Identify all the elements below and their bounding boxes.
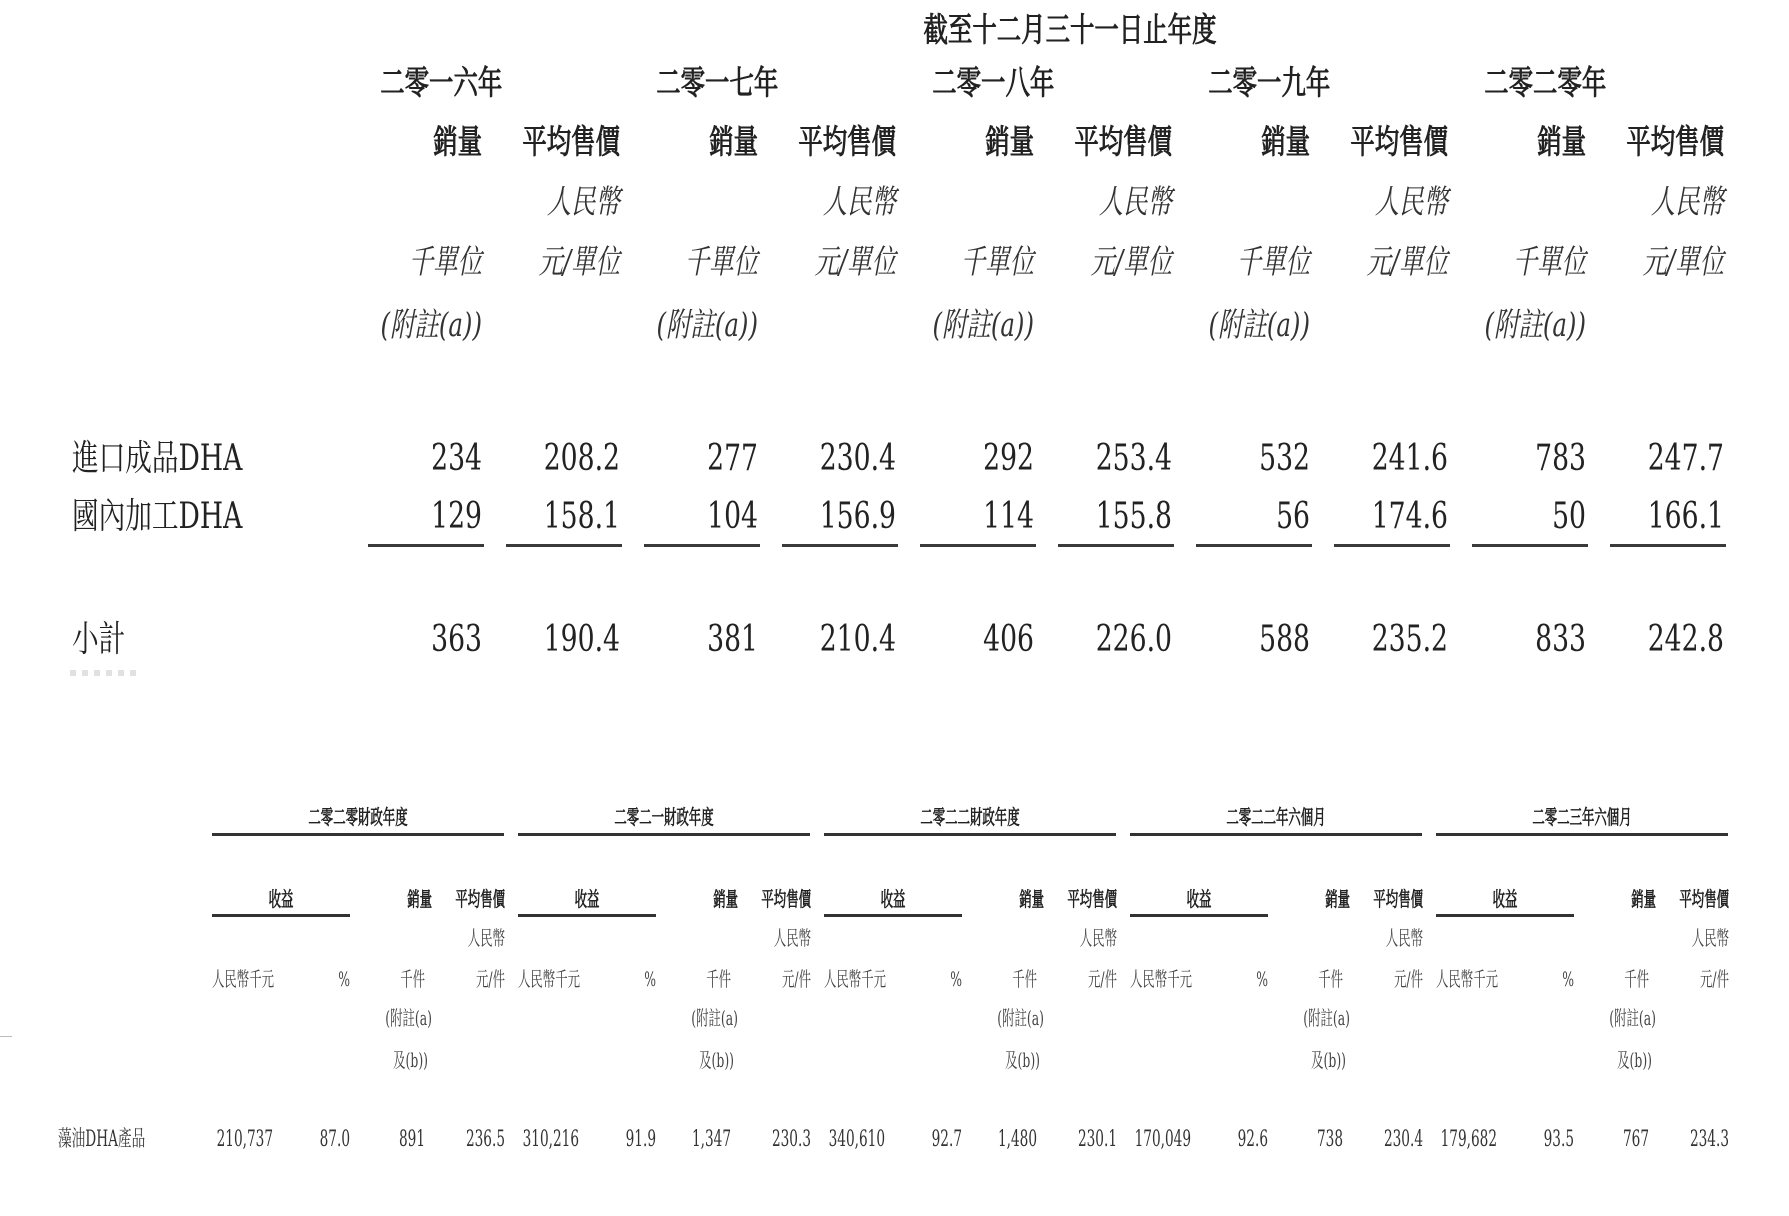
revenue-pct-unit: %	[338, 967, 350, 991]
price-unit: 元/單位	[1366, 242, 1448, 281]
price-currency-unit: 人民幣	[1691, 926, 1729, 950]
avg-price-header: 平均售價	[1679, 887, 1729, 911]
price-currency-unit: 人民幣	[1079, 926, 1117, 950]
edge-mark	[0, 1036, 12, 1037]
subtotal-rule	[782, 544, 898, 547]
volume-unit: 千單位	[408, 242, 482, 281]
volume-note: (附註(a))	[1484, 305, 1586, 344]
volume-note: 及(b))	[1311, 1048, 1346, 1072]
avg-price-header: 平均售價	[1074, 122, 1172, 161]
avg-price-cell: 253.4	[1095, 438, 1172, 479]
avg-price-header: 平均售價	[761, 887, 811, 911]
year-header: 二零一八年	[932, 63, 1055, 102]
volume-header: 銷量	[709, 122, 758, 161]
subtotal-rule	[1610, 544, 1726, 547]
volume-header: 銷量	[1261, 122, 1310, 161]
volume-unit: 千件	[706, 967, 731, 991]
price-currency-unit: 人民幣	[1385, 926, 1423, 950]
price-currency-unit: 人民幣	[773, 926, 811, 950]
avg-price-cell: 156.9	[819, 496, 896, 537]
subtotal-rule	[368, 544, 484, 547]
price-unit: 元/單位	[1090, 242, 1172, 281]
volume-note: (附註(a))	[1208, 305, 1310, 344]
avg-price-cell: 155.8	[1095, 496, 1172, 537]
revenue-pct-unit: %	[644, 967, 656, 991]
avg-price-header: 平均售價	[1373, 887, 1423, 911]
volume-cell: 234	[431, 438, 482, 479]
revenue-amount-unit: 人民幣千元	[824, 967, 886, 991]
revenue-amount-unit: 人民幣千元	[518, 967, 580, 991]
revenue-rule	[1130, 914, 1268, 917]
volume-cell: 114	[983, 496, 1034, 537]
avg-price-header: 平均售價	[1626, 122, 1724, 161]
volume-cell: 56	[1276, 496, 1310, 537]
volume-note: (附註(a))	[656, 305, 758, 344]
volume-unit: 千件	[1318, 967, 1343, 991]
volume-unit: 千單位	[684, 242, 758, 281]
volume-note: 及(b))	[393, 1048, 428, 1072]
row-label: 進口成品DHA	[72, 438, 243, 479]
volume-cell: 891	[398, 1127, 425, 1152]
revenue-header: 收益	[1186, 887, 1212, 911]
volume-note: (附註(a))	[380, 305, 482, 344]
subtotal-avg-price-cell: 235.2	[1371, 619, 1448, 660]
period-rule	[1436, 833, 1728, 836]
revenue-amount-unit: 人民幣千元	[212, 967, 274, 991]
period-rule	[1130, 833, 1422, 836]
period-rule	[518, 833, 810, 836]
subtotal-rule	[1196, 544, 1312, 547]
revenue-rule	[212, 914, 350, 917]
revenue-pct-unit: %	[950, 967, 962, 991]
revenue-pct-cell: 92.7	[931, 1127, 962, 1152]
subtotal-volume-cell: 381	[707, 619, 758, 660]
avg-price-cell: 247.7	[1647, 438, 1724, 479]
price-currency-unit: 人民幣	[1098, 182, 1172, 221]
volume-cell: 277	[707, 438, 758, 479]
price-unit: 元/單位	[814, 242, 896, 281]
volume-cell: 1,347	[691, 1127, 731, 1152]
price-currency-unit: 人民幣	[467, 926, 505, 950]
price-unit: 元/件	[1394, 967, 1423, 991]
avg-price-header: 平均售價	[1067, 887, 1117, 911]
volume-unit: 千單位	[1236, 242, 1310, 281]
volume-header: 銷量	[1631, 887, 1656, 911]
revenue-rule	[824, 914, 962, 917]
price-unit: 元/件	[476, 967, 505, 991]
subtotal-volume-cell: 833	[1535, 619, 1586, 660]
volume-cell: 129	[431, 496, 482, 537]
avg-price-cell: 241.6	[1371, 438, 1448, 479]
revenue-header: 收益	[1492, 887, 1518, 911]
revenue-header: 收益	[268, 887, 294, 911]
row-label: 國內加工DHA	[72, 496, 243, 537]
subtotal-avg-price-cell: 242.8	[1647, 619, 1724, 660]
volume-header: 銷量	[1325, 887, 1350, 911]
subtotal-rule	[920, 544, 1036, 547]
volume-cell: 50	[1552, 496, 1586, 537]
avg-price-cell: 166.1	[1647, 496, 1724, 537]
row-label: 藻油DHA產品	[58, 1127, 146, 1152]
period-header: 二零二三年六個月	[1532, 805, 1632, 829]
volume-cell: 783	[1535, 438, 1586, 479]
volume-note: (附註(a)	[385, 1006, 432, 1030]
subtotal-avg-price-cell: 226.0	[1095, 619, 1172, 660]
volume-cell: 532	[1259, 438, 1310, 479]
revenue-rule	[518, 914, 656, 917]
volume-note: 及(b))	[1617, 1048, 1652, 1072]
avg-price-cell: 236.5	[465, 1127, 505, 1152]
year-header: 二零一六年	[380, 63, 503, 102]
volume-note: (附註(a)	[997, 1006, 1044, 1030]
subtotal-rule	[1334, 544, 1450, 547]
price-unit: 元/件	[1088, 967, 1117, 991]
revenue-pct-cell: 92.6	[1237, 1127, 1268, 1152]
avg-price-header: 平均售價	[798, 122, 896, 161]
avg-price-cell: 208.2	[543, 438, 620, 479]
avg-price-cell: 174.6	[1371, 496, 1448, 537]
period-rule	[824, 833, 1116, 836]
revenue-header: 收益	[880, 887, 906, 911]
volume-header: 銷量	[407, 887, 432, 911]
revenue-amount-cell: 340,610	[828, 1127, 885, 1152]
volume-cell: 292	[983, 438, 1034, 479]
price-currency-unit: 人民幣	[1650, 182, 1724, 221]
cropped-text-fragment	[70, 670, 140, 676]
avg-price-cell: 158.1	[543, 496, 620, 537]
price-unit: 元/件	[1700, 967, 1729, 991]
volume-note: (附註(a)	[1303, 1006, 1350, 1030]
revenue-amount-cell: 170,049	[1134, 1127, 1191, 1152]
subtotal-label: 小計	[72, 619, 126, 660]
avg-price-header: 平均售價	[1350, 122, 1448, 161]
volume-unit: 千件	[1012, 967, 1037, 991]
volume-header: 銷量	[985, 122, 1034, 161]
year-header: 二零一七年	[656, 63, 779, 102]
subtotal-volume-cell: 588	[1259, 619, 1310, 660]
revenue-amount-cell: 179,682	[1440, 1127, 1497, 1152]
avg-price-cell: 230.4	[819, 438, 896, 479]
volume-cell: 738	[1316, 1127, 1343, 1152]
period-heading: 截至十二月三十一日止年度	[923, 10, 1217, 49]
volume-note: (附註(a)	[1609, 1006, 1656, 1030]
price-unit: 元/單位	[538, 242, 620, 281]
subtotal-avg-price-cell: 210.4	[819, 619, 896, 660]
revenue-pct-cell: 91.9	[625, 1127, 656, 1152]
revenue-pct-cell: 93.5	[1543, 1127, 1574, 1152]
revenue-amount-cell: 310,216	[522, 1127, 579, 1152]
subtotal-rule	[1058, 544, 1174, 547]
volume-cell: 1,480	[997, 1127, 1037, 1152]
subtotal-avg-price-cell: 190.4	[543, 619, 620, 660]
subtotal-rule	[1472, 544, 1588, 547]
price-unit: 元/單位	[1642, 242, 1724, 281]
volume-header: 銷量	[1019, 887, 1044, 911]
price-currency-unit: 人民幣	[546, 182, 620, 221]
avg-price-cell: 230.1	[1077, 1127, 1117, 1152]
year-header: 二零二零年	[1484, 63, 1607, 102]
avg-price-cell: 230.3	[771, 1127, 811, 1152]
volume-note: (附註(a)	[691, 1006, 738, 1030]
revenue-pct-cell: 87.0	[319, 1127, 350, 1152]
volume-unit: 千件	[400, 967, 425, 991]
period-header: 二零二一財政年度	[614, 805, 714, 829]
revenue-amount-cell: 210,737	[216, 1127, 273, 1152]
revenue-pct-unit: %	[1256, 967, 1268, 991]
subtotal-volume-cell: 363	[431, 619, 482, 660]
period-header: 二零二二年六個月	[1226, 805, 1326, 829]
volume-header: 銷量	[713, 887, 738, 911]
avg-price-cell: 230.4	[1383, 1127, 1423, 1152]
revenue-amount-unit: 人民幣千元	[1436, 967, 1498, 991]
price-currency-unit: 人民幣	[1374, 182, 1448, 221]
avg-price-header: 平均售價	[522, 122, 620, 161]
year-header: 二零一九年	[1208, 63, 1331, 102]
volume-header: 銷量	[1537, 122, 1586, 161]
volume-cell: 104	[707, 496, 758, 537]
avg-price-header: 平均售價	[455, 887, 505, 911]
revenue-header: 收益	[574, 887, 600, 911]
revenue-amount-unit: 人民幣千元	[1130, 967, 1192, 991]
volume-header: 銷量	[433, 122, 482, 161]
volume-cell: 767	[1622, 1127, 1649, 1152]
volume-note: (附註(a))	[932, 305, 1034, 344]
period-header: 二零二二財政年度	[920, 805, 1020, 829]
revenue-pct-unit: %	[1562, 967, 1574, 991]
volume-unit: 千單位	[960, 242, 1034, 281]
volume-note: 及(b))	[699, 1048, 734, 1072]
price-currency-unit: 人民幣	[822, 182, 896, 221]
revenue-rule	[1436, 914, 1574, 917]
price-unit: 元/件	[782, 967, 811, 991]
avg-price-cell: 234.3	[1689, 1127, 1729, 1152]
subtotal-rule	[506, 544, 622, 547]
period-rule	[212, 833, 504, 836]
volume-note: 及(b))	[1005, 1048, 1040, 1072]
subtotal-volume-cell: 406	[983, 619, 1034, 660]
period-header: 二零二零財政年度	[308, 805, 408, 829]
volume-unit: 千件	[1624, 967, 1649, 991]
volume-unit: 千單位	[1512, 242, 1586, 281]
subtotal-rule	[644, 544, 760, 547]
